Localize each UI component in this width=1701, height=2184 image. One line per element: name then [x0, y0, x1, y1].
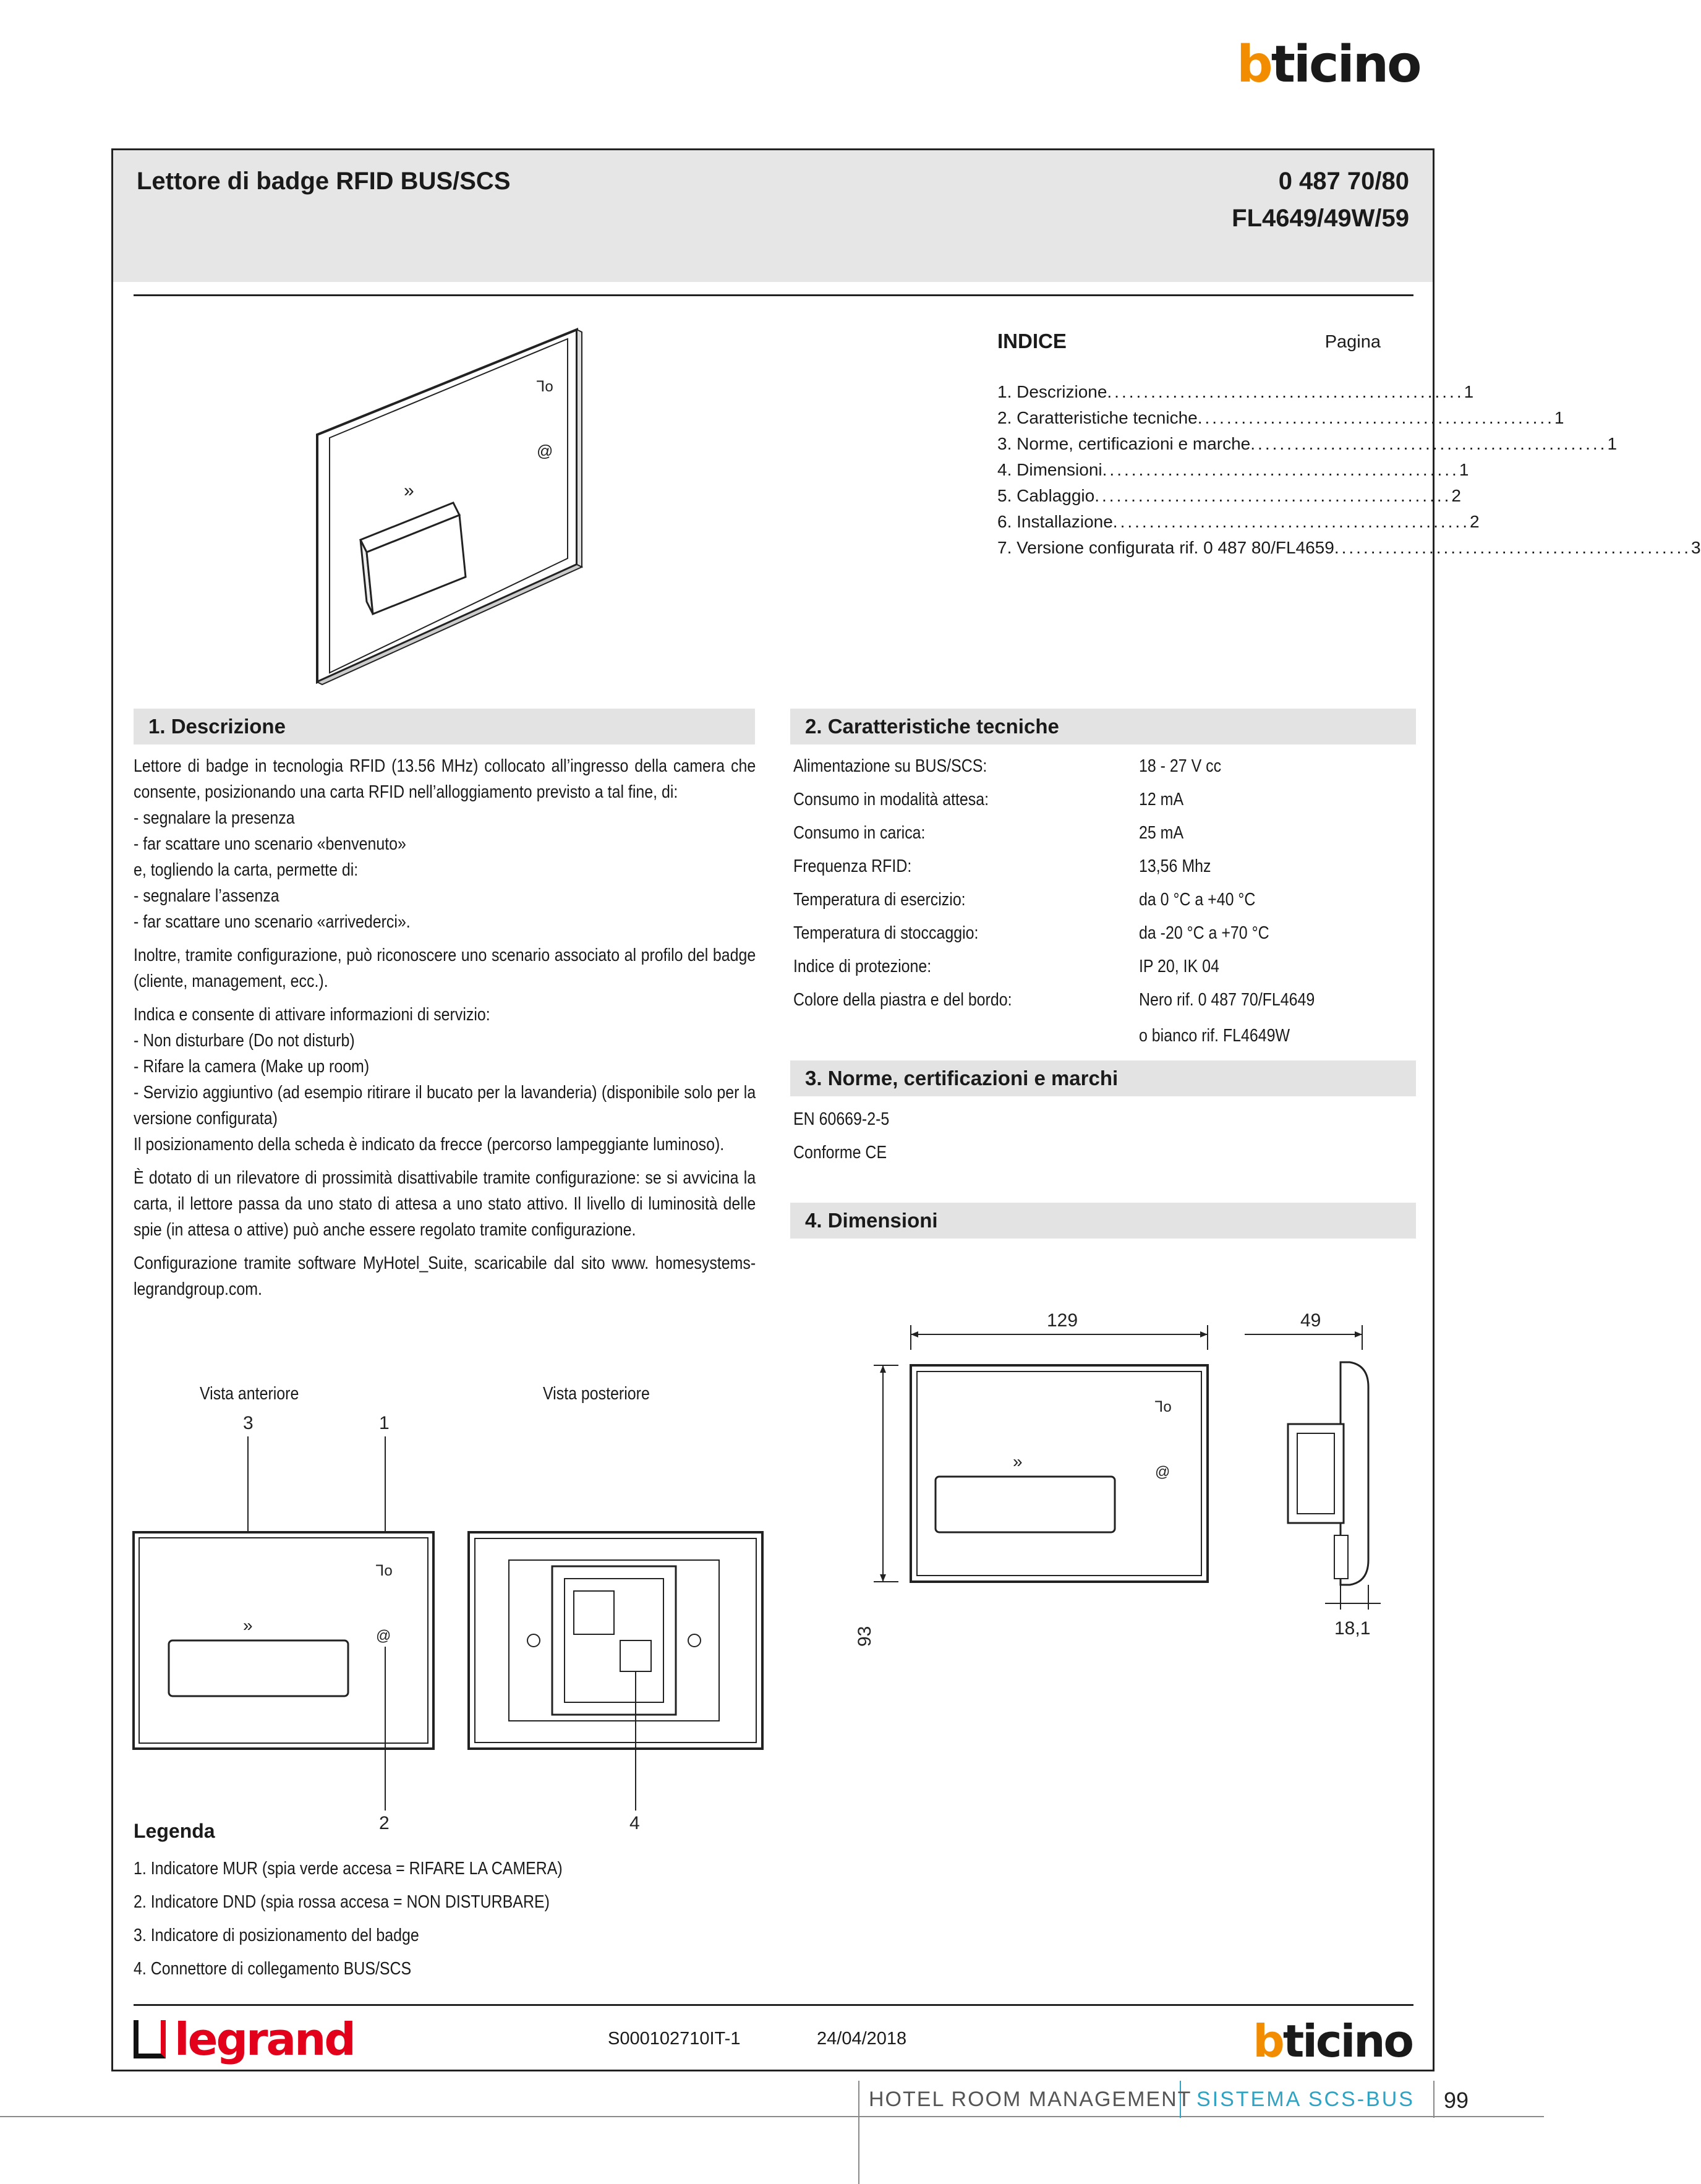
rear-view-label: Vista posteriore	[543, 1384, 650, 1404]
illustration-arrows: »	[404, 480, 414, 501]
spec-row: Frequenza RFID: 13,56 Mhz	[793, 856, 1211, 876]
legrand-mark-icon	[134, 2020, 166, 2058]
callout-3: 3	[243, 1413, 254, 1433]
desc-line: - Non disturbare (Do not disturb)	[134, 1031, 355, 1051]
product-code-1: 0 487 70/80	[1278, 168, 1409, 195]
dim-led-top: ⅂o	[1155, 1399, 1172, 1415]
legend-item: 2. Indicatore DND (spia rossa accesa = NON DISTURBARE)	[134, 1892, 550, 1912]
callout-1: 1	[379, 1413, 390, 1433]
dim-depth: 49	[1300, 1310, 1321, 1331]
section-heading-norme: 3. Norme, certificazioni e marchi	[790, 1060, 1416, 1096]
desc-line: - far scattare uno scenario «benvenuto»	[134, 834, 406, 854]
page-title: Lettore di badge RFID BUS/SCS	[137, 168, 511, 195]
legrand-wordmark: legrand	[174, 2013, 354, 2065]
legend-item: 1. Indicatore MUR (spia verde accesa = RIFARE LA CAMERA)	[134, 1859, 563, 1879]
desc-line: Il posizionamento della scheda è indicato da frecce (percorso lampeggiante luminoso).	[134, 1135, 725, 1154]
spec-row: Temperatura di stoccaggio: da -20 °C a +70 °C	[793, 923, 1269, 943]
bticino-logo	[1237, 37, 1420, 93]
spec-row: Temperatura di esercizio: da 0 °C a +40 °C	[793, 890, 1256, 910]
title-divider	[134, 294, 1413, 296]
desc-line: Configurazione tramite software MyHotel_Suite, scaricabile dal sito www. homesystems-legrandgroup.com.	[134, 1253, 756, 1299]
section-heading-dimensioni: 4. Dimensioni	[790, 1203, 1416, 1239]
index-item[interactable]: 1. Descrizione ................................................. 1	[997, 382, 1474, 401]
spec-row: o bianco rif. FL4649W	[1139, 1026, 1290, 1046]
product-illustration	[311, 330, 707, 701]
doc-date: 24/04/2018	[817, 2029, 907, 2049]
dim-width: 129	[1047, 1310, 1078, 1331]
legend-item: 4. Connettore di collegamento BUS/SCS	[134, 1959, 412, 1979]
legrand-logo	[134, 2011, 354, 2067]
legend-title: Legenda	[134, 1820, 215, 1842]
desc-line: - segnalare la presenza	[134, 808, 295, 828]
desc-line: Lettore di badge in tecnologia RFID (13.56 MHz) collocato all’ingresso della camera che consente, posizionando una carta RFID nell’alloggiamento previsto a tal fine, di:	[134, 756, 756, 802]
datasheet	[111, 148, 1701, 2071]
legend-item: 3. Indicatore di posizionamento del badge	[134, 1926, 419, 1945]
index-list	[997, 379, 1701, 561]
footer-section-left: HOTEL ROOM MANAGEMENT	[869, 2088, 1192, 2111]
spec-row: Consumo in modalità attesa: 12 mA	[793, 790, 1184, 809]
front-led-top: ⅂o	[376, 1563, 393, 1579]
index-title: INDICE	[997, 330, 1067, 352]
desc-line: È dotato di un rilevatore di prossimità disattivabile tramite configurazione: se si avvicina la carta, il lettore passa da uno stato di attesa a uno stato attivo. Il livello di luminosità delle spie (in attesa o attive) può anche essere regolato tramite configurazione.	[134, 1168, 756, 1240]
descrizione-body	[134, 753, 756, 1302]
illustration-led-bottom: @	[537, 441, 553, 460]
logo-rest: ticino	[1271, 35, 1420, 94]
section-heading-caratteristiche: 2. Caratteristiche tecniche	[790, 709, 1416, 744]
desc-line: - far scattare uno scenario «arrivederci».	[134, 912, 411, 932]
index-page-label: Pagina	[1324, 332, 1381, 352]
page-number: 99	[1444, 2088, 1469, 2113]
footer-section-right: SISTEMA SCS-BUS	[1196, 2088, 1415, 2111]
callout-2: 2	[379, 1813, 390, 1833]
legend-list	[134, 1852, 718, 1986]
spec-table	[793, 753, 1415, 1056]
desc-line: - segnalare l’assenza	[134, 886, 279, 906]
doc-code: S000102710IT-1	[608, 2029, 741, 2049]
desc-line: e, togliendo la carta, permette di:	[134, 860, 359, 880]
desc-line: Inoltre, tramite configurazione, può riconoscere uno scenario associato al profilo del badge (cliente, management, ecc.).	[134, 945, 756, 991]
norme-line: EN 60669-2-5	[793, 1109, 890, 1129]
spec-row: Alimentazione su BUS/SCS: 18 - 27 V cc	[793, 756, 1222, 776]
footer-divider	[134, 2004, 1413, 2006]
front-led-bottom: @	[376, 1627, 391, 1644]
footer-bticino-logo: bticino	[1253, 2015, 1412, 2067]
index-item[interactable]: 5. Cablaggio ................................................. 2	[997, 486, 1461, 505]
dimension-drawing	[812, 1300, 1430, 1795]
product-code-2: FL4649/49W/59	[1232, 205, 1409, 232]
callout-4: 4	[629, 1813, 640, 1833]
desc-line: - Servizio aggiuntivo (ad esempio ritirare il bucato per la lavanderia) (disponibile solo per la versione configurata)	[134, 1083, 756, 1128]
index-item[interactable]: 7. Versione configurata rif. 0 487 80/FL4659 ................................................. 3	[997, 538, 1701, 557]
index-item[interactable]: 6. Installazione ................................................. 2	[997, 512, 1480, 531]
desc-line: Indica e consente di attivare informazioni di servizio:	[134, 1005, 490, 1025]
index-item[interactable]: 2. Caratteristiche tecniche ................................................. 1	[997, 408, 1564, 427]
index-item[interactable]: 3. Norme, certificazioni e marche ................................................. 1	[997, 434, 1618, 453]
title-band	[113, 150, 1433, 282]
index-item[interactable]: 4. Dimensioni ................................................. 1	[997, 460, 1469, 479]
page-footer-divider-3	[1433, 2081, 1435, 2118]
front-arrows: »	[243, 1616, 253, 1635]
norme-line: Conforme CE	[793, 1143, 887, 1162]
spec-row: Indice di protezione: IP 20, IK 04	[793, 957, 1219, 976]
dim-height: 93	[855, 1626, 875, 1647]
desc-line: - Rifare la camera (Make up room)	[134, 1057, 370, 1077]
dim-arrows: »	[1013, 1452, 1023, 1471]
page-footer-divider-1	[858, 2081, 859, 2184]
spec-row: Colore della piastra e del bordo: Nero rif. 0 487 70/FL4649	[793, 990, 1315, 1010]
illustration-led-top: ⅂o	[537, 378, 553, 395]
dim-led-bottom: @	[1155, 1464, 1170, 1480]
norme-body	[793, 1103, 1272, 1169]
dim-thickness: 18,1	[1334, 1618, 1371, 1639]
section-heading-descrizione: 1. Descrizione	[134, 709, 755, 744]
logo-prefix: b	[1237, 35, 1271, 94]
spec-row: Consumo in carica: 25 mA	[793, 823, 1184, 843]
page-footer-line	[0, 2116, 1544, 2117]
front-view-label: Vista anteriore	[200, 1384, 299, 1404]
